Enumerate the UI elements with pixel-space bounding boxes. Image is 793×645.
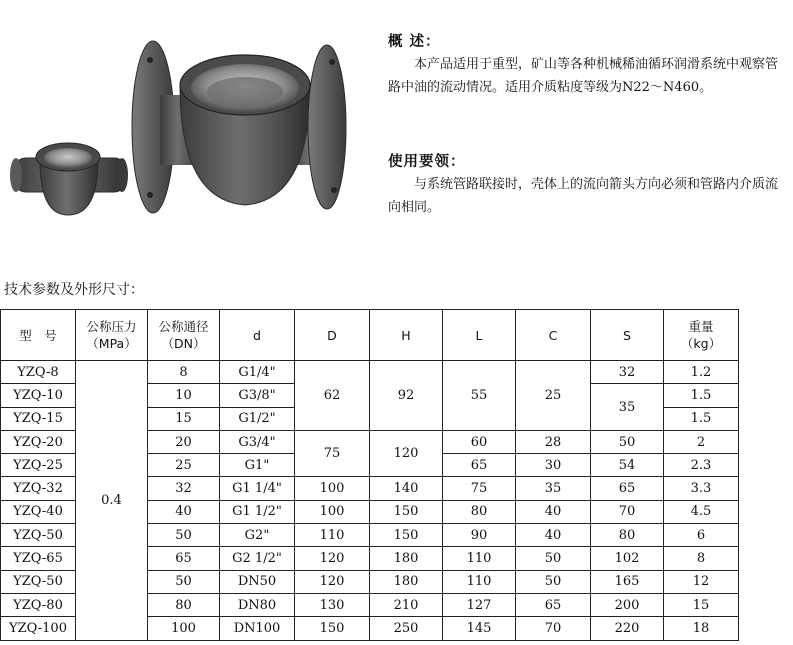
usage-section	[388, 150, 783, 219]
header-C: C	[516, 310, 591, 361]
cell-D: 150	[295, 617, 370, 640]
header-model: 型 号	[1, 310, 76, 361]
cell-C: 28	[516, 430, 591, 453]
cell-model: YZQ-40	[1, 500, 76, 523]
cell-weight: 4.5	[664, 500, 739, 523]
cell-L: 55	[443, 361, 516, 431]
overview-body: 本产品适用于重型，矿山等各种机械稀油循环润滑系统中观察管路中油的流动情况。适用介质粘度等级为N22～N460。	[388, 57, 779, 95]
cell-S: 32	[591, 361, 664, 384]
cell-L: 145	[443, 617, 516, 640]
cell-dn: 20	[148, 430, 220, 453]
params-title: 技术参数及外形尺寸：	[4, 282, 144, 298]
cell-weight: 6	[664, 524, 739, 547]
cell-weight: 3.3	[664, 477, 739, 500]
cell-model: YZQ-80	[1, 593, 76, 616]
cell-D: 62	[295, 361, 370, 431]
cell-L: 65	[443, 454, 516, 477]
cell-weight: 1.2	[664, 361, 739, 384]
cell-d: G2 1/2"	[220, 547, 295, 570]
cell-C: 65	[516, 593, 591, 616]
cell-weight: 1.5	[664, 407, 739, 430]
cell-S: 50	[591, 430, 664, 453]
cell-D: 75	[295, 430, 370, 477]
cell-model: YZQ-50	[1, 524, 76, 547]
cell-L: 60	[443, 430, 516, 453]
cell-d: G1 1/2"	[220, 500, 295, 523]
cell-H: 120	[370, 430, 443, 477]
cell-L: 110	[443, 570, 516, 593]
cell-dn: 80	[148, 593, 220, 616]
cell-d: DN100	[220, 617, 295, 640]
cell-C: 50	[516, 570, 591, 593]
cell-C: 25	[516, 361, 591, 431]
cell-C: 50	[516, 547, 591, 570]
cell-S: 165	[591, 570, 664, 593]
cell-pressure: 0.4	[76, 361, 148, 641]
cell-weight: 18	[664, 617, 739, 640]
cell-dn: 25	[148, 454, 220, 477]
cell-model: YZQ-25	[1, 454, 76, 477]
cell-d: DN50	[220, 570, 295, 593]
cell-C: 35	[516, 477, 591, 500]
cell-D: 120	[295, 570, 370, 593]
small-sight-glass	[10, 143, 128, 215]
overview-title: 概 述：	[388, 34, 441, 50]
cell-dn: 65	[148, 547, 220, 570]
cell-D: 100	[295, 477, 370, 500]
header-L: L	[443, 310, 516, 361]
cell-model: YZQ-100	[1, 617, 76, 640]
header-dn: 公称通径 （DN）	[148, 310, 220, 361]
header-d: d	[220, 310, 295, 361]
table-row	[1, 361, 739, 384]
cell-C: 70	[516, 617, 591, 640]
cell-d: G2"	[220, 524, 295, 547]
cell-model: YZQ-8	[1, 361, 76, 384]
cell-dn: 15	[148, 407, 220, 430]
cell-C: 30	[516, 454, 591, 477]
cell-d: G3/8"	[220, 384, 295, 407]
usage-title: 使用要领：	[388, 154, 466, 170]
cell-H: 150	[370, 524, 443, 547]
cell-weight: 2	[664, 430, 739, 453]
cell-d: DN80	[220, 593, 295, 616]
cell-dn: 50	[148, 524, 220, 547]
cell-weight: 1.5	[664, 384, 739, 407]
cell-d: G1/2"	[220, 407, 295, 430]
cell-L: 75	[443, 477, 516, 500]
cell-S: 220	[591, 617, 664, 640]
cell-model: YZQ-15	[1, 407, 76, 430]
cell-C: 40	[516, 524, 591, 547]
table-header-row	[1, 310, 739, 361]
cell-S: 200	[591, 593, 664, 616]
cell-dn: 32	[148, 477, 220, 500]
cell-model: YZQ-10	[1, 384, 76, 407]
cell-L: 110	[443, 547, 516, 570]
cell-S: 102	[591, 547, 664, 570]
cell-d: G1 1/4"	[220, 477, 295, 500]
cell-model: YZQ-20	[1, 430, 76, 453]
overview-section	[388, 30, 783, 99]
cell-H: 180	[370, 547, 443, 570]
header-S: S	[591, 310, 664, 361]
cell-H: 250	[370, 617, 443, 640]
large-sight-glass	[132, 41, 346, 213]
cell-S: 54	[591, 454, 664, 477]
cell-H: 92	[370, 361, 443, 431]
cell-H: 210	[370, 593, 443, 616]
cell-d: G1"	[220, 454, 295, 477]
cell-dn: 100	[148, 617, 220, 640]
cell-d: G1/4"	[220, 361, 295, 384]
product-photo	[0, 0, 370, 250]
cell-S: 35	[591, 384, 664, 431]
cell-H: 180	[370, 570, 443, 593]
cell-D: 100	[295, 500, 370, 523]
cell-model: YZQ-65	[1, 547, 76, 570]
cell-weight: 12	[664, 570, 739, 593]
cell-dn: 8	[148, 361, 220, 384]
cell-dn: 10	[148, 384, 220, 407]
cell-D: 110	[295, 524, 370, 547]
cell-S: 80	[591, 524, 664, 547]
spec-table	[0, 309, 739, 641]
usage-body: 与系统管路联接时，壳体上的流向箭头方向必须和管路内介质流向相同。	[388, 177, 779, 215]
cell-C: 40	[516, 500, 591, 523]
cell-S: 65	[591, 477, 664, 500]
cell-H: 150	[370, 500, 443, 523]
cell-weight: 2.3	[664, 454, 739, 477]
cell-D: 120	[295, 547, 370, 570]
cell-H: 140	[370, 477, 443, 500]
cell-weight: 8	[664, 547, 739, 570]
header-pressure: 公称压力 （MPa）	[76, 310, 148, 361]
header-weight: 重量 （kg）	[664, 310, 739, 361]
cell-L: 90	[443, 524, 516, 547]
cell-weight: 15	[664, 593, 739, 616]
cell-L: 127	[443, 593, 516, 616]
cell-S: 70	[591, 500, 664, 523]
cell-D: 130	[295, 593, 370, 616]
header-D: D	[295, 310, 370, 361]
cell-dn: 50	[148, 570, 220, 593]
cell-model: YZQ-50	[1, 570, 76, 593]
cell-model: YZQ-32	[1, 477, 76, 500]
header-H: H	[370, 310, 443, 361]
cell-d: G3/4"	[220, 430, 295, 453]
cell-L: 80	[443, 500, 516, 523]
cell-dn: 40	[148, 500, 220, 523]
